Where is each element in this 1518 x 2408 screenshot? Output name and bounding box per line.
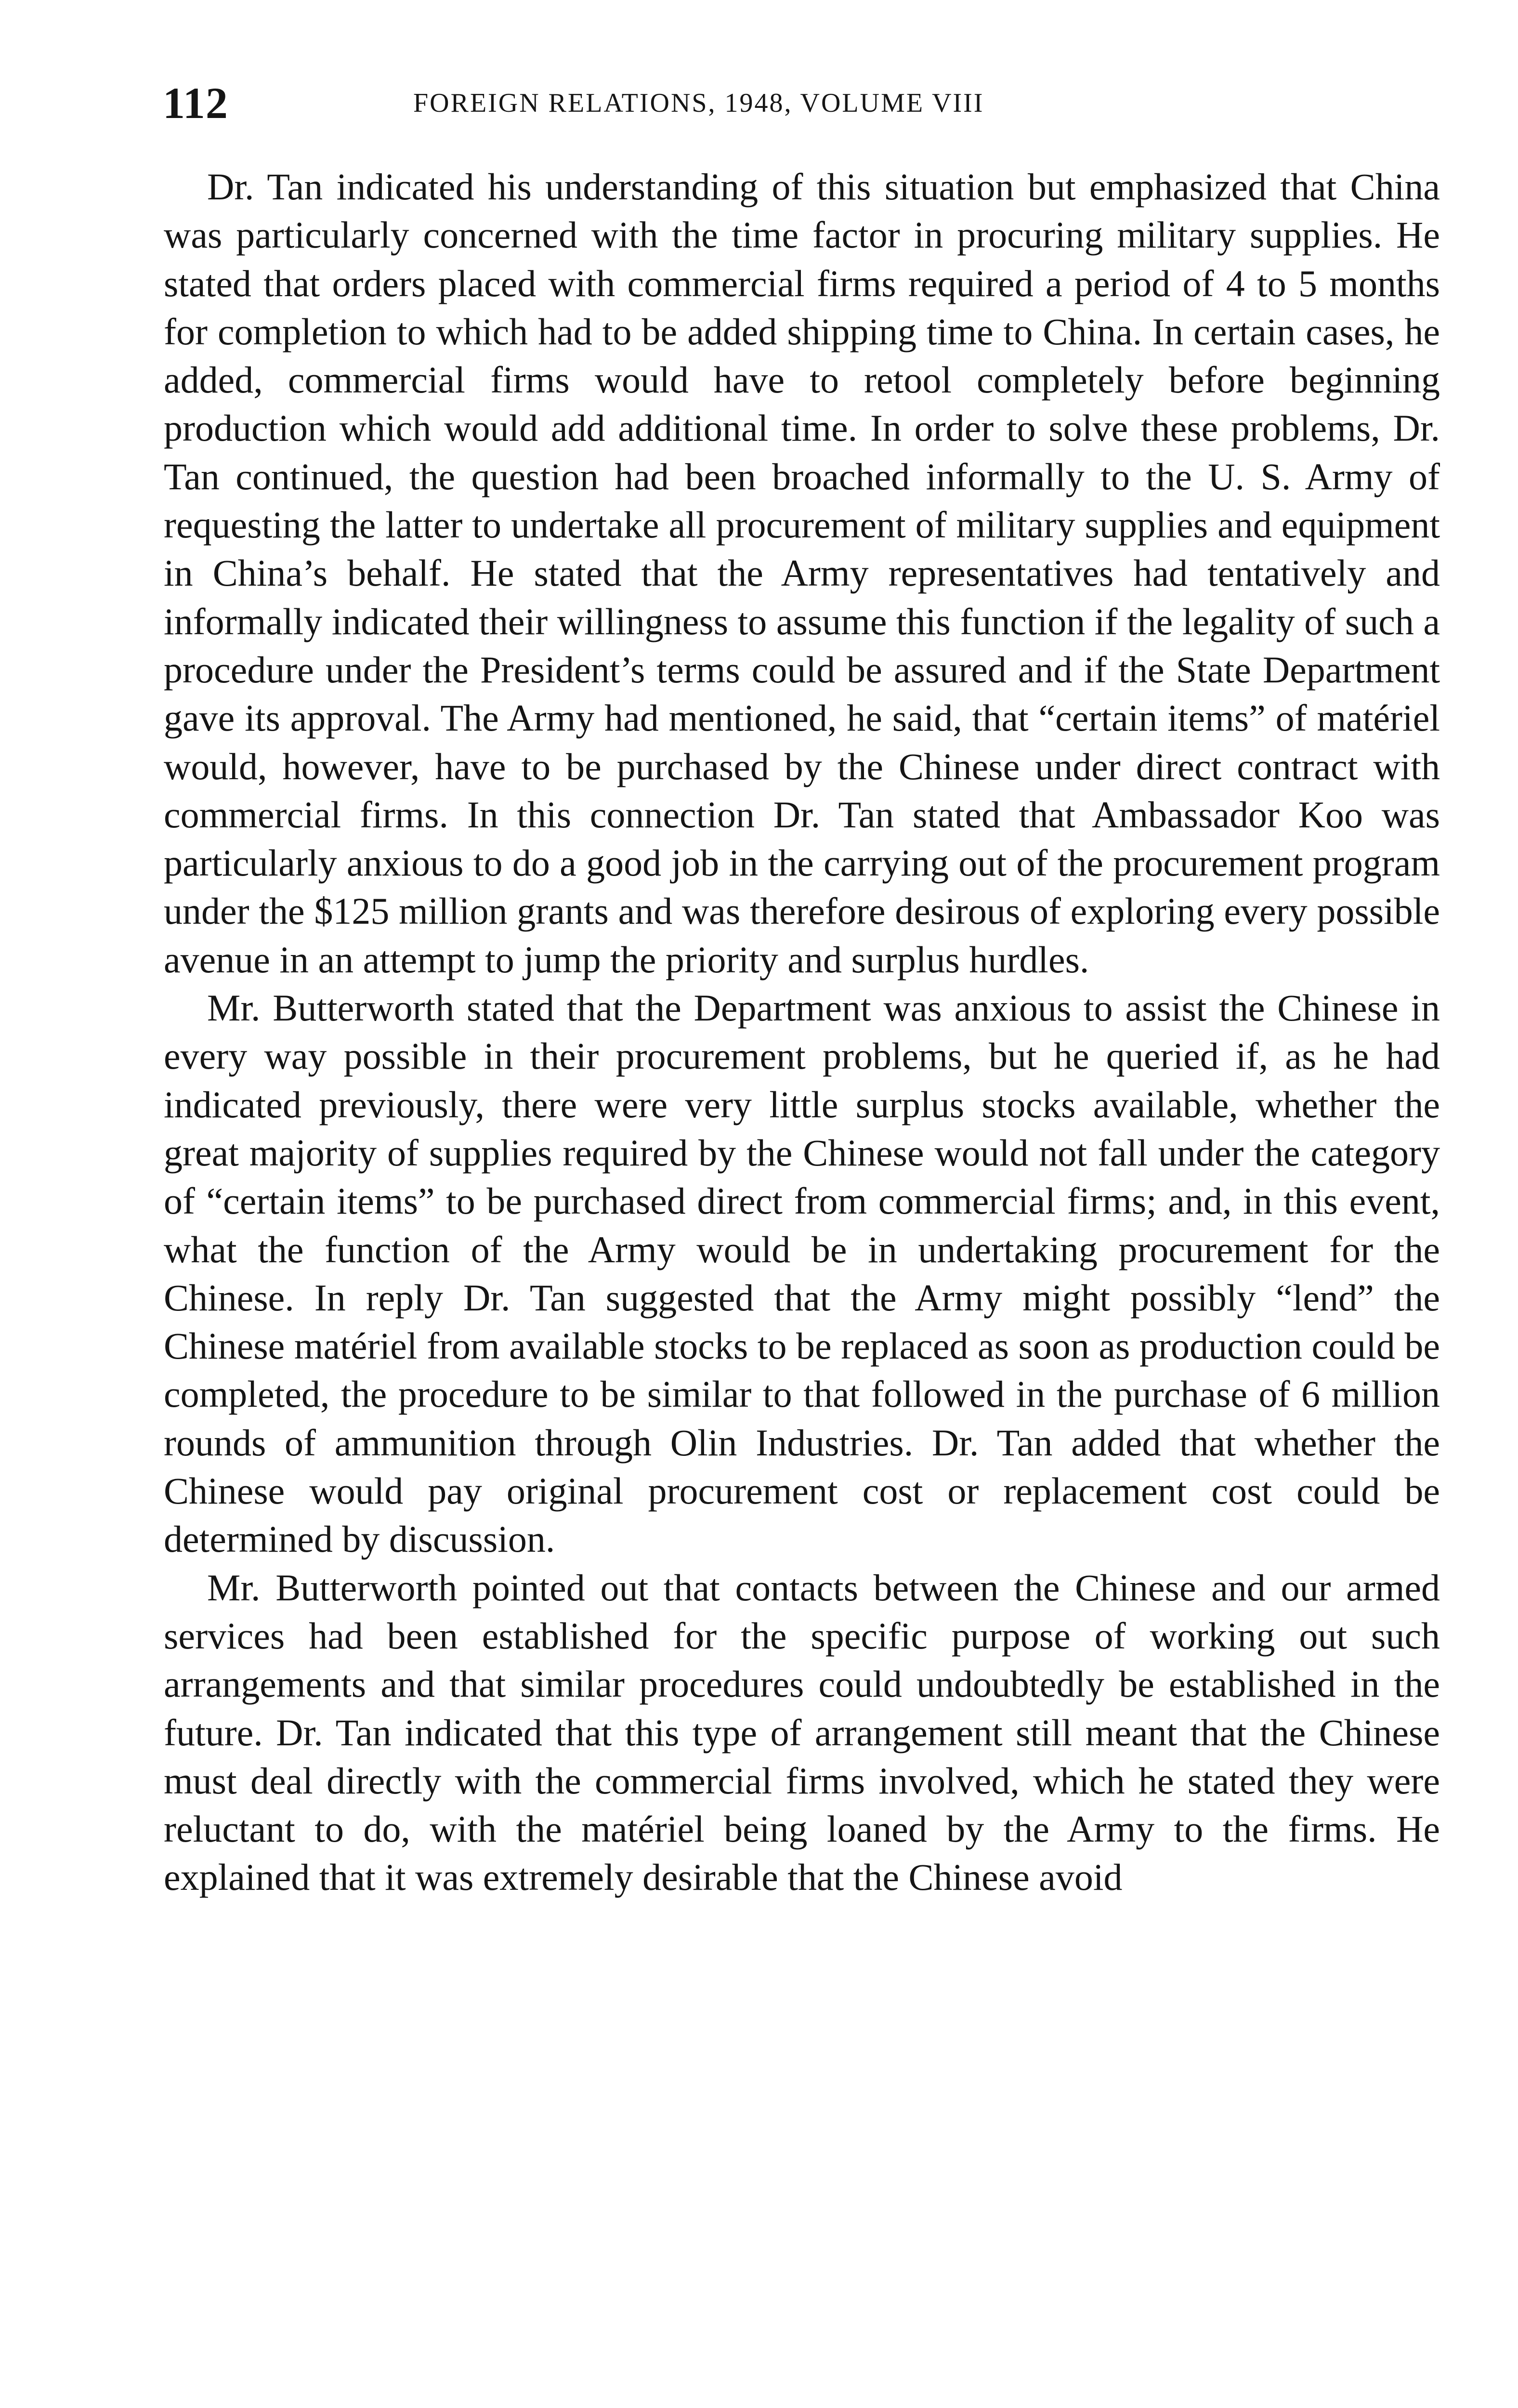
paragraph-1: Dr. Tan indicated his understanding of this situation but emphasized that China was particularly concerned with the time factor in procuring military supplies. He stated that orders placed with commercial firms required a period of 4 to 5 months for completion to which had to be added shipping time to China. In certain cases, he added, commercial firms would have to retool completely before beginning production which would add additional time. In order to solve these problems, Dr. Tan continued, the question had been broached informally to the U. S. Army of requesting the latter to undertake all procurement of military supplies and equipment in China’s behalf. He stated that the Army representatives had tentatively and informally indicated their willingness to assume this function if the legality of such a procedure under the President’s terms could be assured and if the State Department gave its approval. The Army had mentioned, he said, that “certain items” of matériel would, however, have to be purchased by the Chinese under direct contract with commercial firms. In this connection Dr. Tan stated that Ambassador Koo was particularly anxious to do a good job in the carrying out of the procurement program under the $125 million grants and was therefore desirous of exploring every possible avenue in an attempt to jump the priority and surplus hurdles.	[164, 166, 1440, 981]
paragraph-3: Mr. Butterworth pointed out that contacts between the Chinese and our armed services had been established for the specific purpose of working out such arrangements and that similar procedures could undoubtedly be established in the future. Dr. Tan indicated that this type of arrangement still meant that the Chinese must deal directly with the commercial firms involved, which he stated they were reluctant to do, with the matériel being loaned by the Army to the firms. He explained that it was extremely desirable that the Chinese avoid	[164, 1566, 1440, 1898]
paragraph-2: Mr. Butterworth stated that the Department was anxious to assist the Chinese in every way possible in their procurement problems, but he queried if, as he had indicated previously, there were very little surplus stocks available, whether the great majority of supplies required by the Chinese would not fall under the category of “certain items” to be purchased direct from commercial firms; and, in this event, what the function of the Army would be in undertaking procurement for the Chinese. In reply Dr. Tan suggested that the Army might possibly “lend” the Chinese matériel from available stocks to be replaced as soon as production could be completed, the procedure to be similar to that followed in the purchase of 6 million rounds of ammunition through Olin Industries. Dr. Tan added that whether the Chinese would pay original procurement cost or replacement cost could be determined by discussion.	[164, 987, 1440, 1560]
body-text	[164, 163, 1440, 1902]
running-head: FOREIGN RELATIONS, 1948, VOLUME VIII	[413, 88, 984, 118]
page-header	[163, 72, 1439, 130]
page-number: 112	[163, 79, 228, 128]
